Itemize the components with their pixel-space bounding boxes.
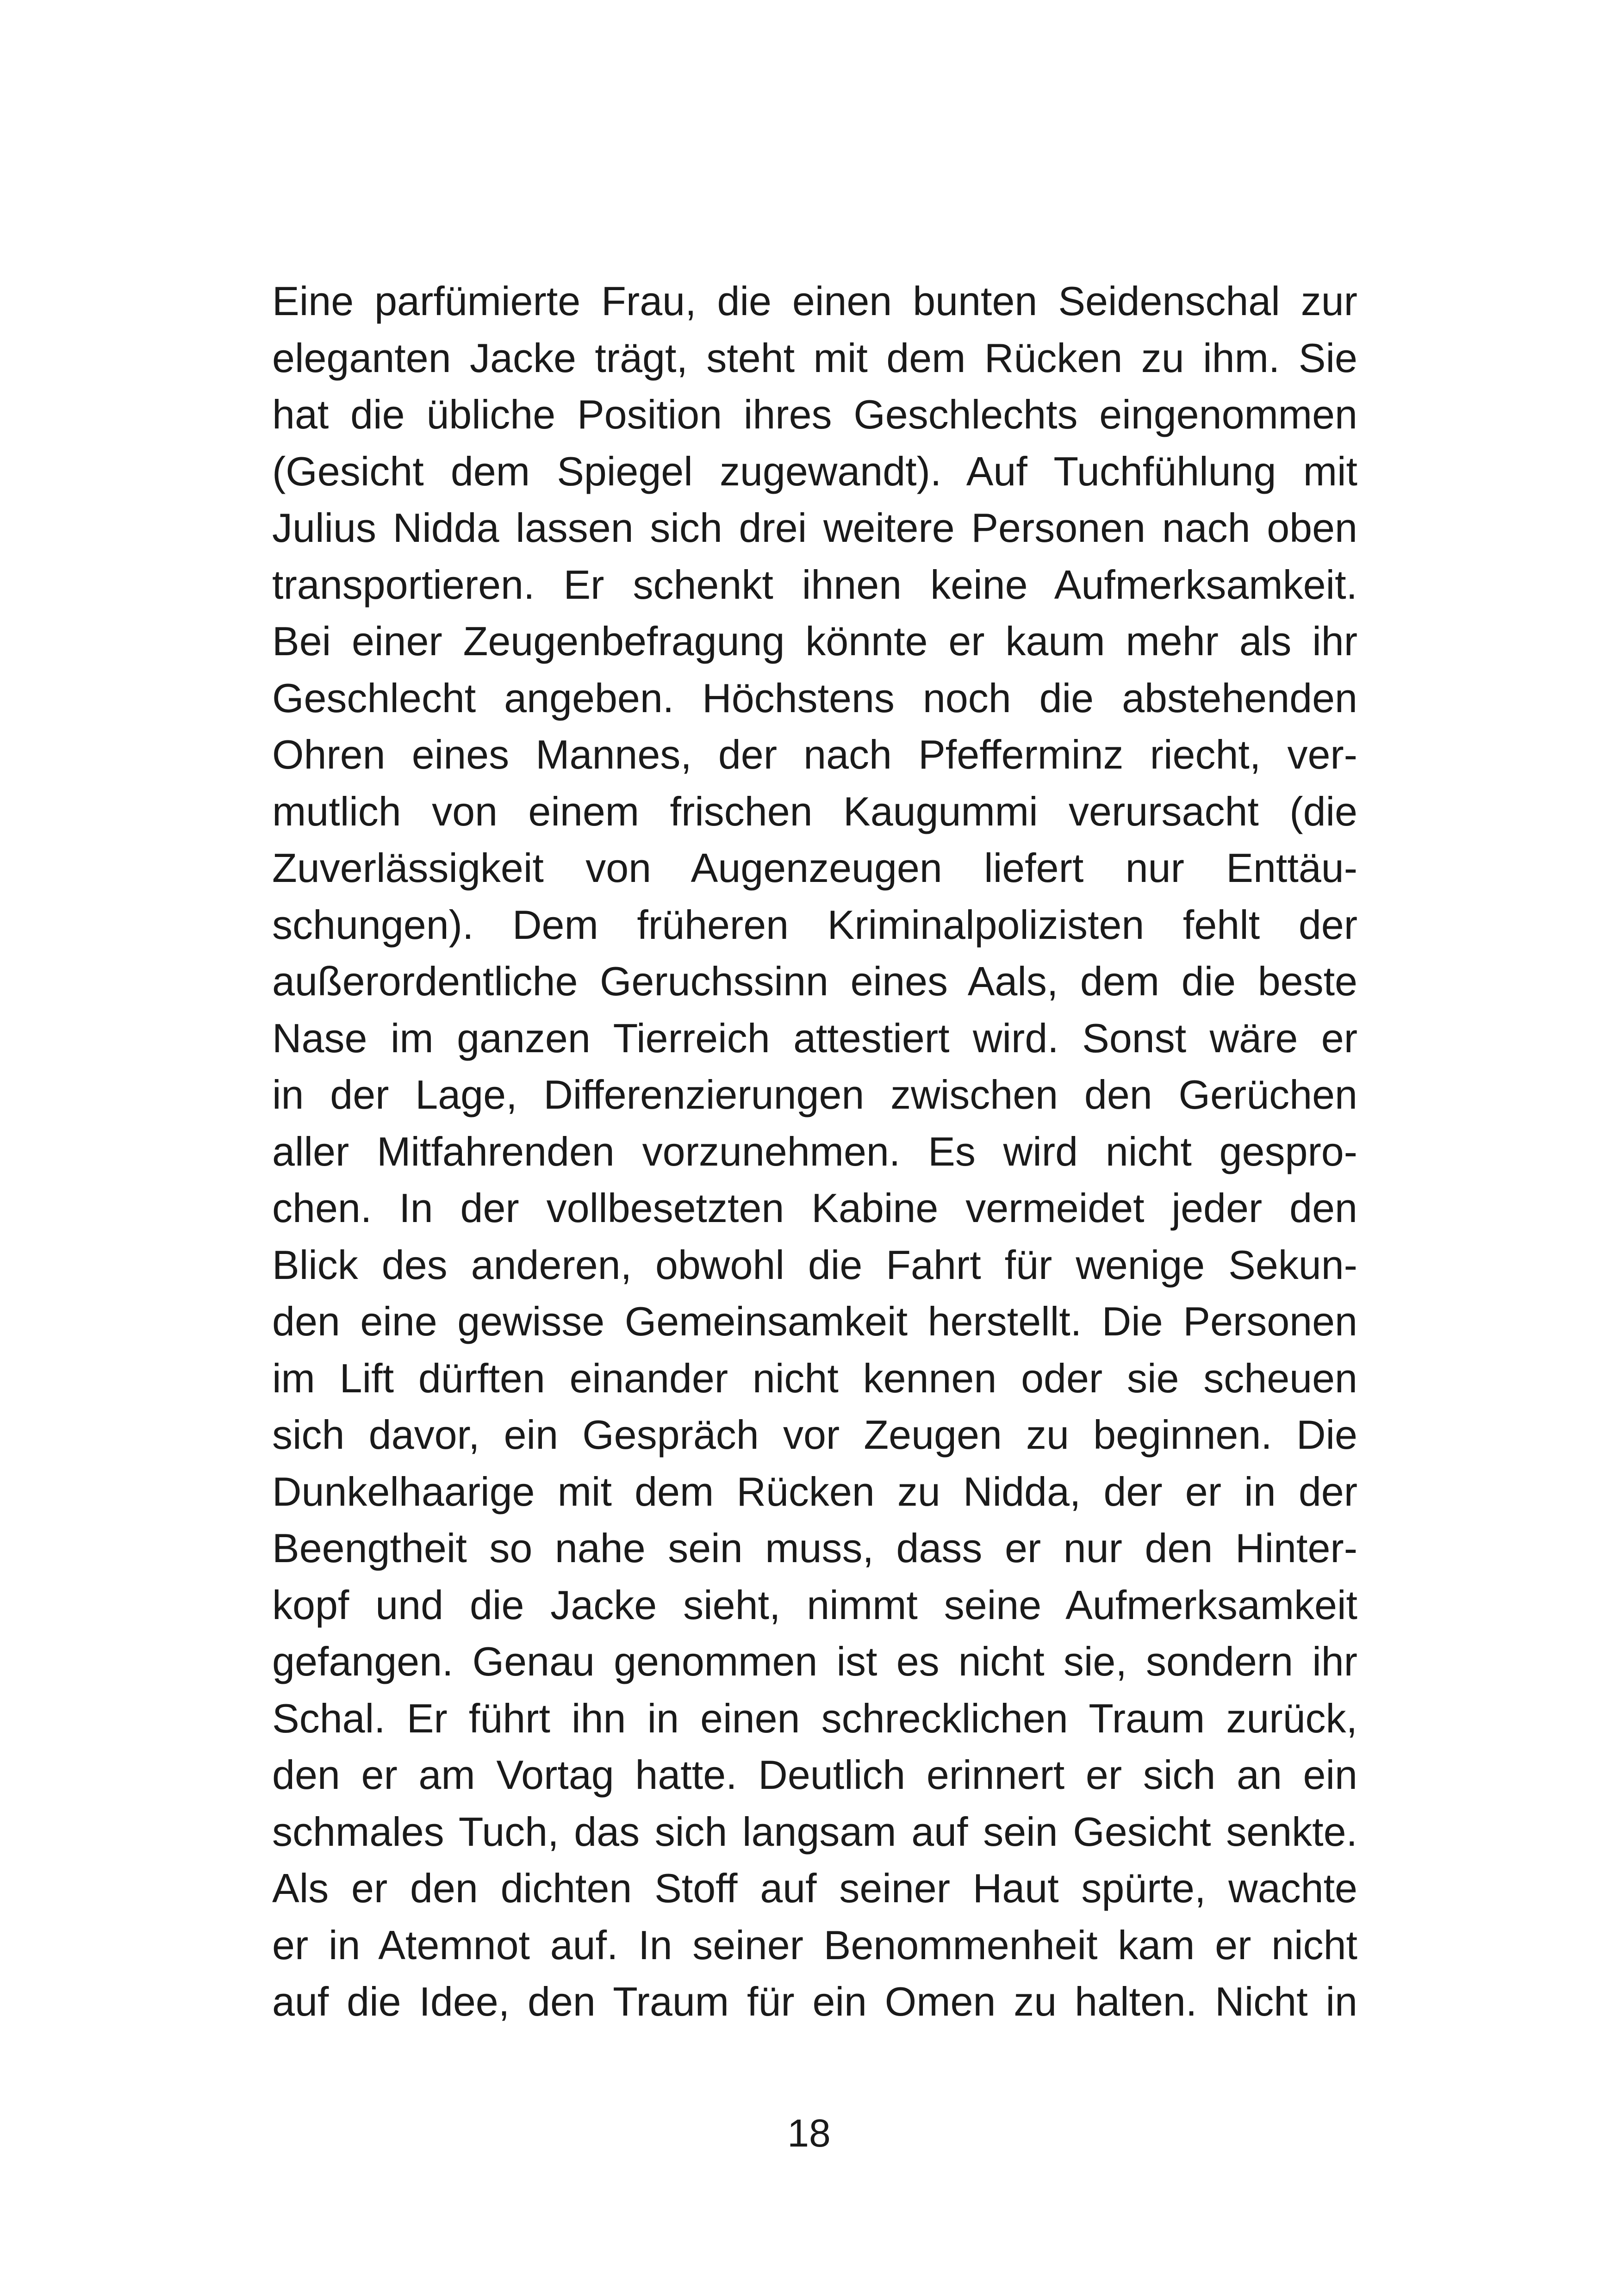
- text-line: außerordentliche Geruchssinn eines Aals, dem die beste: [272, 958, 1357, 1004]
- text-line: den er am Vortag hatte. Deutlich erinnert er sich an ein: [272, 1752, 1357, 1798]
- text-line: aller Mitfahrenden vorzunehmen. Es wird nicht gespro-: [272, 1128, 1357, 1174]
- text-line: im Lift dürften einander nicht kennen oder sie scheuen: [272, 1355, 1357, 1401]
- text-line: sich davor, ein Gespräch vor Zeugen zu beginnen. Die: [272, 1412, 1357, 1458]
- text-line: er in Atemnot auf. In seiner Benommenheit kam er nicht: [272, 1922, 1357, 1968]
- text-line: Eine parfümierte Frau, die einen bunten Seidenschal zur: [272, 278, 1357, 324]
- text-line: auf die Idee, den Traum für ein Omen zu halten. Nicht in: [272, 1979, 1357, 2024]
- text-line: Ohren eines Mannes, der nach Pfefferminz riecht, ver-: [272, 732, 1357, 777]
- text-line: Dunkelhaarige mit dem Rücken zu Nidda, der er in der: [272, 1468, 1357, 1514]
- text-line: chen. In der vollbesetzten Kabine vermeidet jeder den: [272, 1185, 1357, 1231]
- text-line: Geschlecht angeben. Höchstens noch die abstehenden: [272, 675, 1357, 721]
- text-line: Bei einer Zeugenbefragung könnte er kaum mehr als ihr: [272, 618, 1357, 664]
- text-line: Nase im ganzen Tierreich attestiert wird. Sonst wäre er: [272, 1015, 1357, 1061]
- text-line: Blick des anderen, obwohl die Fahrt für wenige Sekun-: [272, 1241, 1357, 1288]
- text-line: transportieren. Er schenkt ihnen keine Aufmerksamkeit.: [272, 561, 1357, 608]
- text-line: den eine gewisse Gemeinsamkeit herstellt. Die Personen: [272, 1298, 1357, 1344]
- text-line: schungen). Dem früheren Kriminalpolizisten fehlt der: [272, 901, 1357, 948]
- text-line: Schal. Er führt ihn in einen schrecklichen Traum zurück,: [272, 1695, 1357, 1741]
- text-line: Zuverlässigkeit von Augenzeugen liefert nur Enttäu-: [272, 845, 1357, 891]
- text-line: schmales Tuch, das sich langsam auf sein Gesicht senkte.: [272, 1808, 1357, 1855]
- body-text: [272, 273, 1357, 2030]
- page-number: 18: [787, 2111, 831, 2155]
- text-line: (Gesicht dem Spiegel zugewandt). Auf Tuchfühlung mit: [272, 448, 1357, 494]
- text-line: Als er den dichten Stoff auf seiner Haut spürte, wachte: [272, 1865, 1357, 1911]
- text-line: Beengtheit so nahe sein muss, dass er nur den Hinter-: [272, 1525, 1357, 1571]
- text-line: kopf und die Jacke sieht, nimmt seine Aufmerksamkeit: [272, 1582, 1357, 1628]
- text-line: mutlich von einem frischen Kaugummi verursacht (die: [272, 788, 1357, 834]
- text-line: in der Lage, Differenzierungen zwischen den Gerüchen: [272, 1072, 1357, 1117]
- text-line: Julius Nidda lassen sich drei weitere Personen nach oben: [272, 505, 1357, 551]
- text-line: eleganten Jacke trägt, steht mit dem Rücken zu ihm. Sie: [272, 335, 1357, 381]
- text-line: gefangen. Genau genommen ist es nicht sie, sondern ihr: [272, 1638, 1357, 1684]
- text-line: hat die übliche Position ihres Geschlechts eingenommen: [272, 391, 1357, 437]
